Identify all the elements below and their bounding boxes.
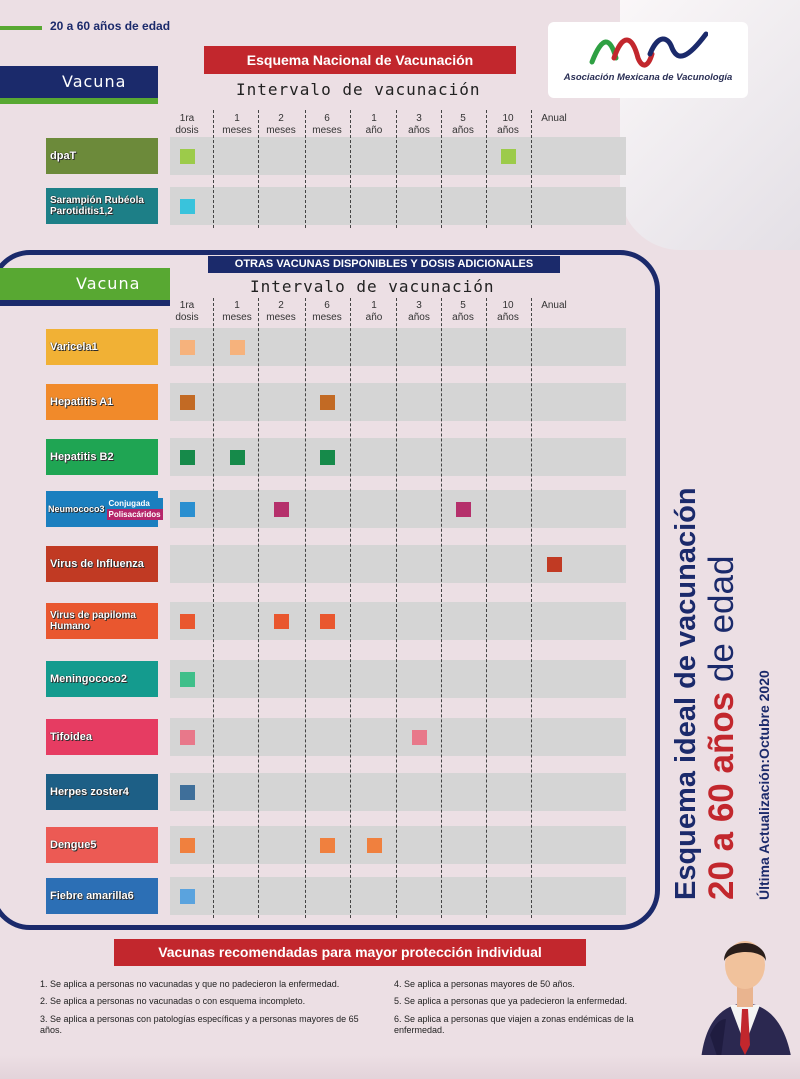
column-header: 1 año bbox=[365, 113, 383, 136]
main-title: Esquema Nacional de Vacunación bbox=[204, 46, 516, 74]
vaccine-label bbox=[46, 439, 158, 475]
column-divider bbox=[305, 110, 306, 228]
dose-marker bbox=[320, 395, 335, 410]
column-header: 1 meses bbox=[222, 113, 252, 136]
column-divider bbox=[486, 110, 487, 228]
table-row bbox=[170, 490, 626, 528]
dose-marker bbox=[367, 838, 382, 853]
vaccine-label bbox=[46, 329, 158, 365]
vaccine-name: Varicela1 bbox=[50, 341, 98, 353]
column-header: Anual bbox=[541, 113, 567, 124]
note-4: 4. Se aplica a personas mayores de 50 años. bbox=[394, 979, 575, 989]
table-row bbox=[170, 660, 626, 698]
accent-bar bbox=[0, 26, 42, 30]
column-divider bbox=[258, 298, 259, 918]
column-header: 2 meses bbox=[266, 300, 296, 323]
dose-marker bbox=[180, 730, 195, 745]
column-header: 3 años bbox=[408, 113, 430, 136]
dose-marker bbox=[230, 340, 245, 355]
side-title-age: 20 a 60 años bbox=[702, 691, 741, 900]
vaccine-label bbox=[46, 719, 158, 755]
column-header: 6 meses bbox=[312, 113, 342, 136]
intervalo-title-2: Intervalo de vacunación bbox=[250, 277, 495, 296]
column-header: 1 meses bbox=[222, 300, 252, 323]
logo-mark-icon bbox=[588, 28, 708, 72]
vaccine-label bbox=[46, 878, 158, 914]
vaccine-name: Sarampión Rubéola Parotiditis1,2 bbox=[50, 195, 144, 217]
vaccine-name: Meningococo2 bbox=[50, 673, 128, 685]
vaccine-name: Neumococo3 bbox=[48, 504, 105, 514]
dose-marker bbox=[412, 730, 427, 745]
dose-marker bbox=[547, 557, 562, 572]
vaccine-name: Virus de Influenza bbox=[50, 558, 144, 570]
vaccine-name: Hepatitis A1 bbox=[50, 396, 114, 408]
column-header: 10 años bbox=[497, 113, 519, 136]
side-title-suffix: de edad bbox=[702, 555, 741, 692]
vaccine-label bbox=[46, 603, 158, 639]
column-divider bbox=[350, 298, 351, 918]
vaccine-label bbox=[46, 384, 158, 420]
footer-bar bbox=[0, 1055, 800, 1079]
intervalo-title: Intervalo de vacunación bbox=[236, 80, 481, 99]
side-title-line2 bbox=[702, 556, 742, 900]
dose-marker bbox=[180, 838, 195, 853]
column-header: 2 meses bbox=[266, 113, 296, 136]
column-divider bbox=[531, 110, 532, 228]
vaccine-subtype: Conjugada bbox=[107, 498, 163, 509]
dose-marker bbox=[180, 672, 195, 687]
column-header: 5 años bbox=[452, 300, 474, 323]
dose-marker bbox=[180, 340, 195, 355]
vacuna-header bbox=[0, 66, 158, 98]
vacuna-header-label: Vacuna bbox=[62, 72, 127, 91]
column-header: 5 años bbox=[452, 113, 474, 136]
vaccine-label bbox=[46, 188, 158, 224]
age-label: 20 a 60 años de edad bbox=[50, 19, 171, 33]
column-divider bbox=[486, 298, 487, 918]
column-divider bbox=[213, 298, 214, 918]
dose-marker bbox=[180, 502, 195, 517]
vacuna-header-2-strip bbox=[0, 300, 170, 306]
dose-marker bbox=[274, 614, 289, 629]
vaccine-label bbox=[46, 827, 158, 863]
note-6: 6. Se aplica a personas que viajen a zonas endémicas de la enfermedad. bbox=[394, 1014, 634, 1035]
dose-marker bbox=[180, 395, 195, 410]
column-divider bbox=[441, 298, 442, 918]
table-row bbox=[170, 137, 626, 175]
vacuna-header-2-label: Vacuna bbox=[76, 274, 141, 293]
vaccine-label bbox=[46, 546, 158, 582]
table-row bbox=[170, 187, 626, 225]
dose-marker bbox=[230, 450, 245, 465]
vaccine-label bbox=[46, 138, 158, 174]
vaccine-name: Virus de papiloma Humano bbox=[50, 610, 136, 632]
table-row bbox=[170, 773, 626, 811]
dose-marker-polisacaridos bbox=[274, 502, 289, 517]
vaccine-name: Tifoidea bbox=[50, 731, 92, 743]
dose-marker bbox=[320, 450, 335, 465]
dose-marker bbox=[180, 889, 195, 904]
vaccine-subtype: Polisacáridos bbox=[108, 510, 161, 519]
table-row bbox=[170, 826, 626, 864]
table-row bbox=[170, 383, 626, 421]
column-header: 3 años bbox=[408, 300, 430, 323]
side-title-line1: Esquema ideal de vacunación bbox=[670, 487, 702, 900]
column-divider bbox=[305, 298, 306, 918]
vaccine-subtypes bbox=[107, 498, 163, 520]
vaccine-label bbox=[46, 491, 161, 527]
column-divider bbox=[213, 110, 214, 228]
dose-marker-polisacaridos bbox=[456, 502, 471, 517]
table-row bbox=[170, 877, 626, 915]
column-divider bbox=[350, 110, 351, 228]
table-row bbox=[170, 718, 626, 756]
column-divider bbox=[396, 298, 397, 918]
column-header: 10 años bbox=[497, 300, 519, 323]
vaccine-name: Herpes zoster4 bbox=[50, 786, 129, 798]
vaccine-name: Fiebre amarilla6 bbox=[50, 890, 134, 902]
vaccine-label bbox=[46, 774, 158, 810]
vaccine-name: dpaT bbox=[50, 150, 77, 162]
dose-marker bbox=[320, 614, 335, 629]
vaccine-label bbox=[46, 661, 158, 697]
column-divider bbox=[396, 110, 397, 228]
note-2: 2. Se aplica a personas no vacunadas o con esquema incompleto. bbox=[40, 996, 306, 1006]
note-5: 5. Se aplica a personas que ya padecieron la enfermedad. bbox=[394, 996, 628, 1006]
table-row bbox=[170, 602, 626, 640]
note-1: 1. Se aplica a personas no vacunadas y que no padecieron la enfermedad. bbox=[40, 979, 340, 989]
column-header: 1ra dosis bbox=[175, 113, 199, 136]
column-divider bbox=[258, 110, 259, 228]
column-header: 6 meses bbox=[312, 300, 342, 323]
logo bbox=[548, 22, 748, 98]
vaccine-name: Hepatitis B2 bbox=[50, 451, 114, 463]
dose-marker bbox=[320, 838, 335, 853]
vaccine-name: Dengue5 bbox=[50, 839, 97, 851]
dose-marker bbox=[501, 149, 516, 164]
vacuna-header-strip bbox=[0, 98, 158, 104]
logo-text: Asociación Mexicana de Vacunología bbox=[563, 72, 733, 83]
column-header: 1 año bbox=[365, 300, 383, 323]
other-vaccines-banner: OTRAS VACUNAS DISPONIBLES Y DOSIS ADICIONALES bbox=[208, 256, 560, 273]
column-header: 1ra dosis bbox=[175, 300, 199, 323]
dose-marker bbox=[180, 149, 195, 164]
note-3: 3. Se aplica a personas con patologías específicas y a personas mayores de 65 años. bbox=[40, 1014, 359, 1035]
dose-marker bbox=[180, 199, 195, 214]
dose-marker bbox=[180, 614, 195, 629]
recommend-title: Vacunas recomendadas para mayor protección individual bbox=[114, 939, 586, 966]
dose-marker bbox=[180, 450, 195, 465]
column-header: Anual bbox=[541, 300, 567, 311]
side-title-update: Última Actualización:Octubre 2020 bbox=[756, 670, 772, 900]
dose-marker bbox=[180, 785, 195, 800]
vacuna-header-2 bbox=[0, 268, 170, 300]
column-divider bbox=[531, 298, 532, 918]
column-divider bbox=[441, 110, 442, 228]
